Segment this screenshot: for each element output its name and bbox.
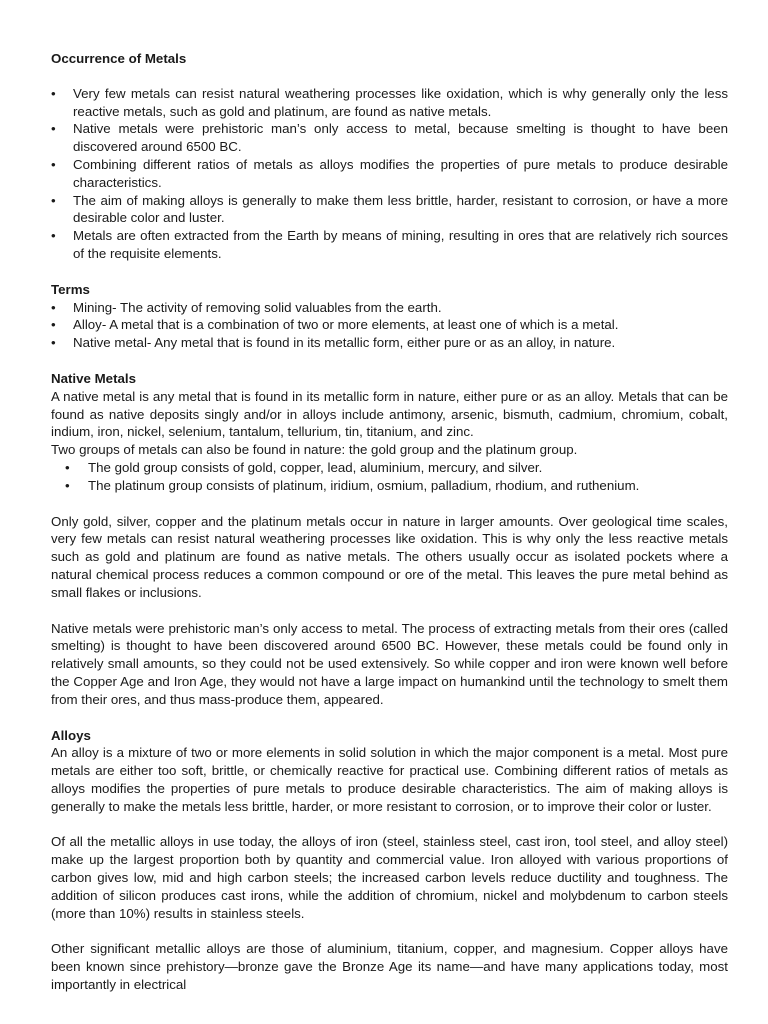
list-item: • The gold group consists of gold, copper, lead, aluminium, mercury, and silver. (51, 459, 728, 477)
paragraph: Only gold, silver, copper and the platinum metals occur in nature in larger amounts. Over geological time scales, very few metals can resist natural weathering processes like oxidation. This is why only the less reactive metals such as gold and platinum are found as native metals. The others usually occur as isolated pockets where a natural chemical process reduces a common compound or ore of the metal. This leaves the pure metal behind as small flakes or inclusions. (51, 513, 728, 600)
paragraph: Two groups of metals can also be found in nature: the gold group and the platinum group. (51, 442, 578, 458)
list-item: • Metals are often extracted from the Earth by means of mining, resulting in ores that are relatively rich sources of the requisite elements. (51, 227, 728, 263)
heading-occurrence-of-metals: Occurrence of Metals (51, 51, 187, 66)
paragraph: A native metal is any metal that is found in its metallic form in nature, either pure or as an alloy. Metals that can be found as native deposits singly and/or in alloys include antimony, arsenic, bismuth, cadmium, chromium, cobalt, indium, iron, nickel, selenium, tantalum, tellurium, tin, titanium, and zinc. (51, 388, 728, 440)
heading-alloys: Alloys (51, 727, 91, 743)
list-item: • Alloy- A metal that is a combination of two or more elements, at least one of which is a metal. (51, 316, 728, 334)
list-item: • Mining- The activity of removing solid valuables from the earth. (51, 299, 728, 317)
paragraph: Other significant metallic alloys are those of aluminium, titanium, copper, and magnesium. Copper alloys have been known since prehistory—bronze gave the Bronze Age its name—and have many applications today, most importantly in electrical (51, 941, 728, 993)
paragraph: An alloy is a mixture of two or more elements in solid solution in which the major component is a metal. Most pure metals are either too soft, brittle, or chemically reactive for practical use. Combining different ratios of metals as alloys modifies the properties of pure metals to produce desirable characteristics. The aim of making alloys is generally to make the metals less brittle, harder, or more resistant to corrosion, or to improve their color or luster. (51, 745, 728, 814)
list-item: • Combining different ratios of metals as alloys modifies the properties of pure metals to produce desirable characteristics. (51, 156, 728, 192)
native-groups-bullet-list (51, 459, 728, 495)
list-item: • The aim of making alloys is generally to make them less brittle, harder, resistant to corrosion, or have a more desirable color and luster. (51, 192, 728, 228)
list-item: • Very few metals can resist natural weathering processes like oxidation, which is why generally only the less reactive metals, such as gold and platinum, are found as native metals. (51, 85, 728, 121)
terms-bullet-list (51, 299, 728, 352)
list-item: • The platinum group consists of platinum, iridium, osmium, palladium, rhodium, and ruthenium. (51, 477, 728, 495)
list-item: • Native metal- Any metal that is found in its metallic form, either pure or as an alloy, in nature. (51, 334, 728, 352)
paragraph: Of all the metallic alloys in use today, the alloys of iron (steel, stainless steel, cast iron, tool steel, and alloy steel) make up the largest proportion both by quantity and commercial value. Iron alloyed with various proportions of carbon gives low, mid and high carbon steels; the increased carbon levels reduce ductility and toughness. The addition of silicon produces cast irons, while the addition of chromium, nickel and molybdenum to carbon steels (more than 10%) results in stainless steels. (51, 834, 728, 921)
list-item: • Native metals were prehistoric man’s only access to metal, because smelting is thought to have been discovered around 6500 BC. (51, 120, 728, 156)
heading-terms: Terms (51, 281, 90, 297)
paragraph: Native metals were prehistoric man’s only access to metal. The process of extracting metals from their ores (called smelting) is thought to have been discovered around 6500 BC. However, these metals could be found only in relatively small amounts, so they could not be used extensively. So while copper and iron were known well before the Copper Age and Iron Age, they would not have a large impact on humankind until the technology to smelt them from their ores, and thus mass-produce them, appeared. (51, 620, 728, 707)
occurrence-bullet-list (51, 85, 728, 263)
heading-native-metals: Native Metals (51, 370, 136, 386)
